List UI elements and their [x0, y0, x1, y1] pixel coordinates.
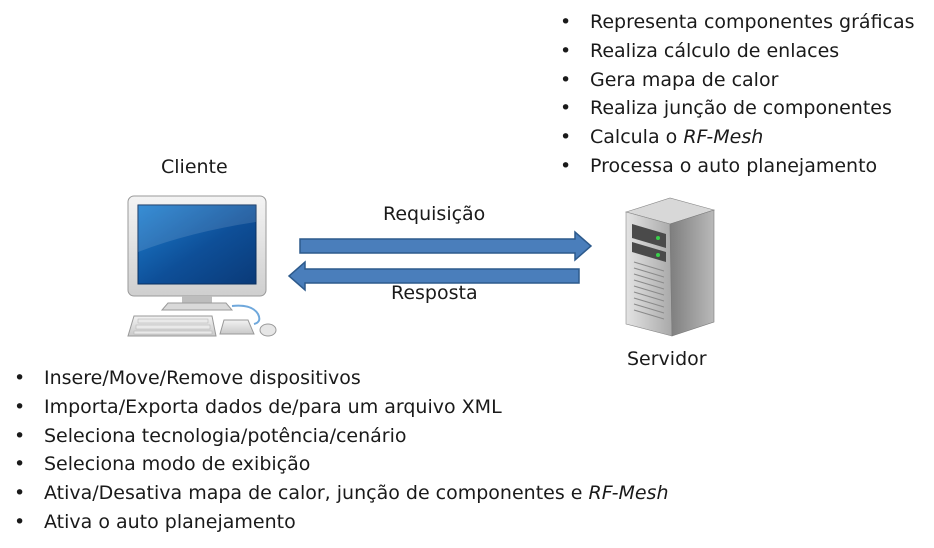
- client-feature-item: • Seleciona modo de exibição: [14, 450, 669, 479]
- server-feature-item: • Gera mapa de calor: [560, 66, 915, 95]
- client-feature-item: • Insere/Move/Remove dispositivos: [14, 364, 669, 393]
- client-label: Cliente: [161, 156, 228, 178]
- server-label: Servidor: [627, 348, 707, 370]
- client-feature-list: [14, 364, 669, 537]
- server-icon: [618, 190, 718, 340]
- server-feature-item: • Realiza cálculo de enlaces: [560, 37, 915, 66]
- client-feature-item: • Ativa/Desativa mapa de calor, junção de componentes e RF-Mesh: [14, 479, 669, 508]
- server-feature-item: • Representa componentes gráficas: [560, 8, 915, 37]
- server-feature-item: • Calcula o RF-Mesh: [560, 123, 915, 152]
- computer-icon: [120, 192, 280, 342]
- client-feature-item: • Seleciona tecnologia/potência/cenário: [14, 422, 669, 451]
- request-label: Requisição: [383, 203, 486, 225]
- client-feature-item: • Importa/Exporta dados de/para um arquivo XML: [14, 393, 669, 422]
- response-label: Resposta: [391, 282, 478, 304]
- server-feature-list: [560, 8, 915, 181]
- server-feature-item: • Processa o auto planejamento: [560, 152, 915, 181]
- client-feature-item: • Ativa o auto planejamento: [14, 508, 669, 537]
- server-feature-item: • Realiza junção de componentes: [560, 94, 915, 123]
